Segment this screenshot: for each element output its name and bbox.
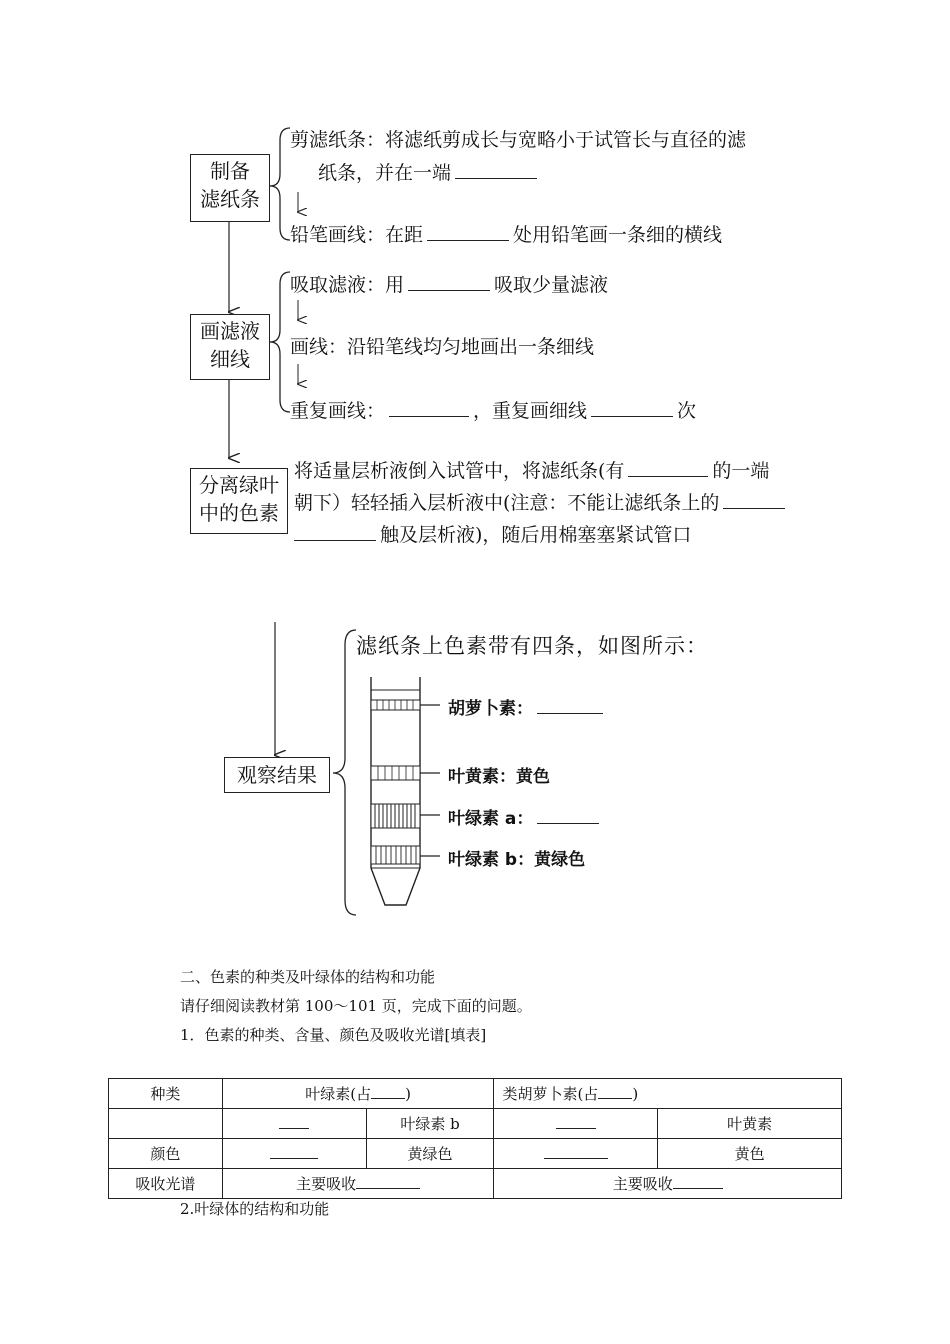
step1-pencil-line [290,220,722,249]
carotenoid-header-text: 类胡萝卜素(占 [502,1085,599,1103]
chromatography-strip [371,677,420,905]
step3-text-1-end: 的一端 [712,460,770,482]
cell-carotenoid-spectrum [494,1169,842,1199]
step2-repeat-text-mid: ，重复画细线 [473,400,588,422]
cell-color-header: 颜色 [109,1139,223,1169]
blank-carotenoid-percent[interactable] [598,1084,632,1099]
band-xanthophyll [371,766,420,780]
table-row [109,1139,842,1169]
blank-pencil-distance[interactable] [427,220,509,241]
step3-text-3: 触及层析液)，随后用棉塞塞紧试管口 [380,524,692,546]
cell-yellow: 黄色 [658,1139,842,1169]
label-chlorophyll-a-text: 叶绿素 a： [448,809,534,829]
brace-step4 [333,630,356,915]
section2-heading: 二、色素的种类及叶绿体的结构和功能 [180,968,436,986]
blank-strip-end[interactable] [628,456,708,477]
step2-absorb-text: 吸取滤液：用 [290,274,405,296]
cell-spectrum-header: 吸收光谱 [109,1169,223,1199]
step3-box-line1: 分离绿叶 [199,473,279,497]
step4-intro: 滤纸条上色素带有四条，如图所示： [356,634,708,658]
cell-carotenoid-header [494,1079,842,1109]
cell-xanthophyll: 叶黄素 [658,1109,842,1139]
step1-pencil-text-end: 处用铅笔画一条细的横线 [513,224,723,246]
blank-chlorophyll-a-name[interactable] [279,1114,309,1129]
step2-repeat-text: 重复画线： [290,400,386,422]
blank-absorb-tool[interactable] [408,270,490,291]
step3-box [190,468,288,534]
label-chlorophyll-a [448,804,603,829]
step2-repeat-line [290,396,696,425]
step1-box-line2: 滤纸条 [200,187,260,211]
cell-chlorophyll-spectrum [222,1169,494,1199]
step2-box-line1: 画滤液 [200,319,260,343]
blank-carotene-color-table[interactable] [544,1144,608,1159]
section2-item1: 1．色素的种类、含量、颜色及吸收光谱[填表] [180,1026,487,1044]
chlorophyll-spectrum-text: 主要吸收 [296,1175,357,1193]
chlorophyll-header-close: ) [405,1085,411,1103]
step2-repeat-text-end: 次 [677,400,697,422]
blank-carotenoid-spectrum[interactable] [673,1174,723,1189]
step2-absorb-text-end: 吸取少量滤液 [494,274,609,296]
blank-chl-a-color[interactable] [270,1144,318,1159]
carotenoid-spectrum-text: 主要吸收 [612,1175,673,1193]
blank-carotene-name[interactable] [556,1114,596,1129]
table-row [109,1079,842,1109]
cell-blank-carotene-name [494,1109,658,1139]
step3-text-2: 朝下）轻轻插入层析液中(注意：不能让滤纸条上的 [294,492,720,514]
step2-box-line2: 细线 [210,347,250,371]
blank-repeat-condition[interactable] [389,396,469,417]
step2-absorb-line [290,270,608,299]
blank-chlorophyll-a-color[interactable] [537,805,599,824]
blank-repeat-times[interactable] [591,396,673,417]
band-carotene [371,700,420,710]
step1-pencil-text: 铅笔画线：在距 [290,224,424,246]
step3-line2 [294,488,789,517]
step1-cut-strip-line1 [290,126,746,154]
label-xanthophyll: 叶黄素：黄色 [448,767,550,787]
blank-chlorophyll-percent[interactable] [371,1084,405,1099]
cell-chlorophyll-b: 叶绿素 b [366,1109,494,1139]
chlorophyll-header-text: 叶绿素(占 [305,1085,372,1103]
label-carotene [448,694,607,719]
cell-kind-header: 种类 [109,1079,223,1109]
table-row [109,1109,842,1139]
cell-chlorophyll-header [222,1079,494,1109]
cell-blank-chl-a-name [222,1109,366,1139]
step4-box: 观察结果 [224,757,330,793]
table-row [109,1169,842,1199]
brace-step1 [270,128,290,240]
step3-text-1: 将适量层析液倒入试管中，将滤纸条(有 [294,460,625,482]
step1-cut-text: 剪滤纸条：将滤纸剪成长与宽略小于试管长与直径的滤 [290,129,747,151]
step2-draw-text: 画线：沿铅笔线均匀地画出一条细线 [290,336,595,358]
pigment-table [108,1078,842,1199]
carotenoid-header-close: ) [632,1085,639,1103]
section2-instruction: 请仔细阅读教材第 100～101 页，完成下面的问题。 [180,997,532,1015]
cell-empty [109,1109,223,1139]
cell-blank-chl-a-color [222,1139,366,1169]
step3-line3 [294,520,691,549]
blank-carotene-color[interactable] [537,695,603,714]
step1-cut-text-cont: 纸条，并在一端 [318,162,452,184]
step2-box [190,314,270,380]
step1-box-line1: 制备 [210,159,250,183]
cell-blank-carotene-color [494,1139,658,1169]
step3-box-line2: 中的色素 [199,501,279,525]
section2-item2: 2.叶绿体的结构和功能 [180,1200,330,1218]
step3-line1 [294,456,769,485]
step1-box [190,154,270,222]
blank-cut-corner[interactable] [455,158,537,179]
blank-chlorophyll-spectrum[interactable] [356,1174,420,1189]
step2-draw-line [290,333,594,361]
label-carotene-text: 胡萝卜素： [448,699,533,719]
blank-filtrate-line-b[interactable] [294,520,376,541]
band-chlorophyll-a [371,804,420,828]
step1-cut-strip-line2 [318,158,541,187]
band-chlorophyll-b [371,846,420,864]
label-chlorophyll-b: 叶绿素 b：黄绿色 [448,850,586,870]
brace-step2 [270,272,290,412]
cell-yellow-green: 黄绿色 [366,1139,494,1169]
blank-filtrate-line-a[interactable] [723,488,785,509]
